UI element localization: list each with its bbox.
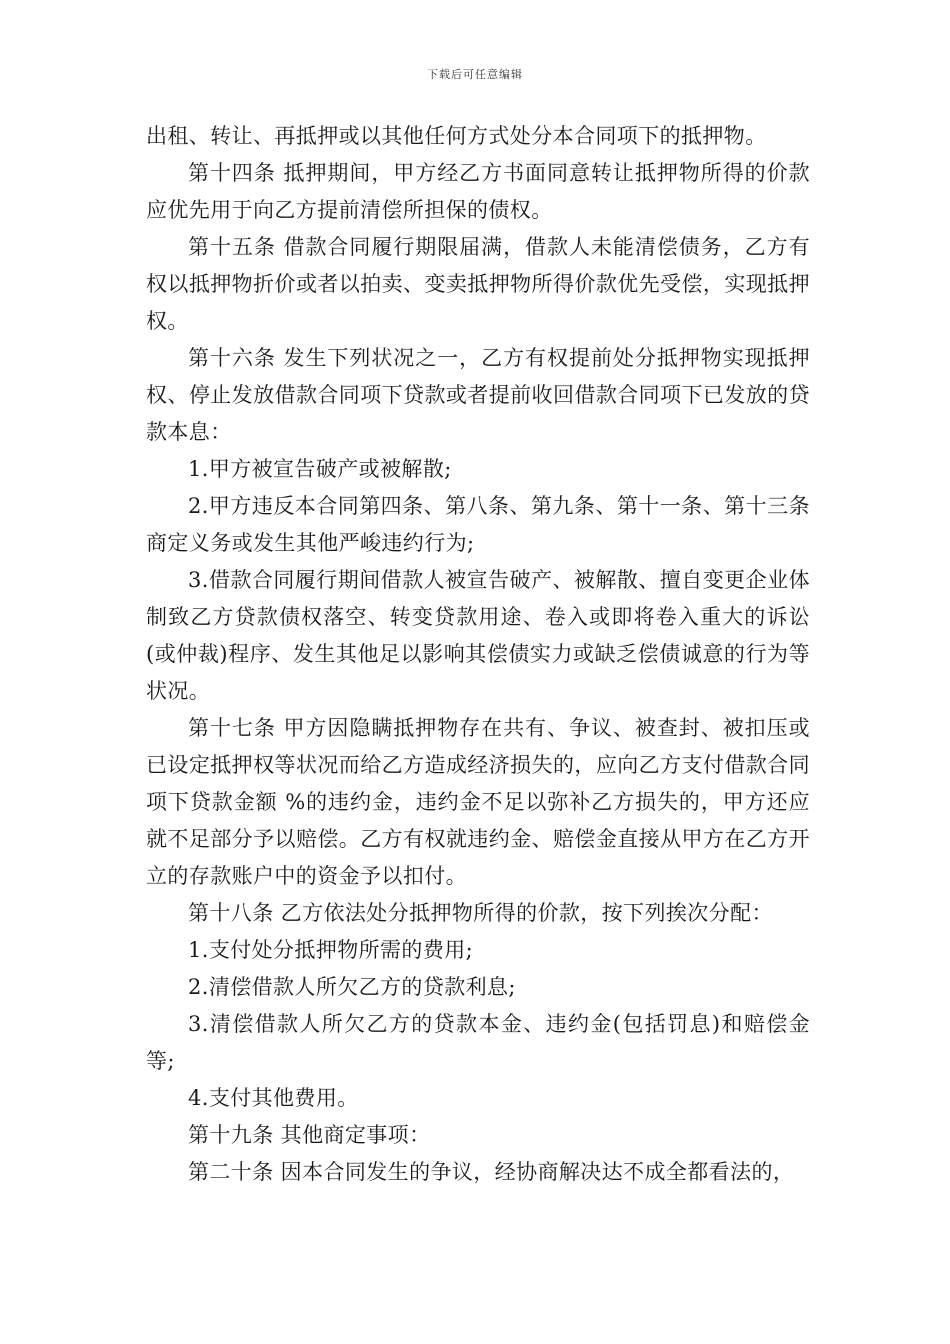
article-18: 第十八条 乙方依法处分抵押物所得的价款，按下列挨次分配： xyxy=(188,901,773,925)
document-body xyxy=(146,118,810,1191)
article-18-item-3: 3.清偿借款人所欠乙方的贷款本金、违约金(包括罚息)和赔偿金等; xyxy=(146,1012,810,1073)
page-header: 下载后可任意编辑 xyxy=(427,68,523,81)
article-16: 第十六条 发生下列状况之一，乙方有权提前处分抵押物实现抵押权、停止发放借款合同项下贷款或者提前收回借款合同项下已发放的贷款本息： xyxy=(146,346,810,444)
article-15: 第十五条 借款合同履行期限届满，借款人未能清偿债务，乙方有权以抵押物折价或者以拍卖、变卖抵押物所得价款优先受偿，实现抵押权。 xyxy=(146,235,810,333)
article-16-item-2: 2.甲方违反本合同第四条、第八条、第九条、第十一条、第十三条商定义务或发生其他严峻违约行为; xyxy=(146,494,810,555)
article-18-item-1: 1.支付处分抵押物所需的费用; xyxy=(188,938,474,962)
article-14: 第十四条 抵押期间，甲方经乙方书面同意转让抵押物所得的价款应优先用于向乙方提前清偿所担保的债权。 xyxy=(146,161,810,222)
article-18-item-4: 4.支付其他费用。 xyxy=(188,1086,359,1110)
article-20: 第二十条 因本合同发生的争议，经协商解决达不成全都看法的， xyxy=(188,1160,795,1184)
article-18-item-2: 2.清偿借款人所欠乙方的贷款利息; xyxy=(188,975,516,999)
article-19: 第十九条 其他商定事项： xyxy=(188,1123,431,1147)
article-17: 第十七条 甲方因隐瞒抵押物存在共有、争议、被查封、被扣压或已设定抵押权等状况而给乙方造成经济损失的，应向乙方支付借款合同项下贷款金额 %的违约金，违约金不足以弥补乙方损失的，甲方还应就不足部分予以赔偿。乙方有权就违约金、赔偿金直接从甲方在乙方开立的存款账户中的资金予以扣付。 xyxy=(146,716,810,888)
article-16-item-1: 1.甲方被宣告破产或被解散; xyxy=(188,457,452,481)
paragraph-continuation: 出租、转让、再抵押或以其他任何方式处分本合同项下的抵押物。 xyxy=(146,124,767,148)
article-16-item-3: 3.借款合同履行期间借款人被宣告破产、被解散、擅自变更企业体制致乙方贷款债权落空、转变贷款用途、卷入或即将卷入重大的诉讼(或仲裁)程序、发生其他足以影响其偿债实力或缺乏偿债诚意的行为等状况。 xyxy=(146,568,810,703)
